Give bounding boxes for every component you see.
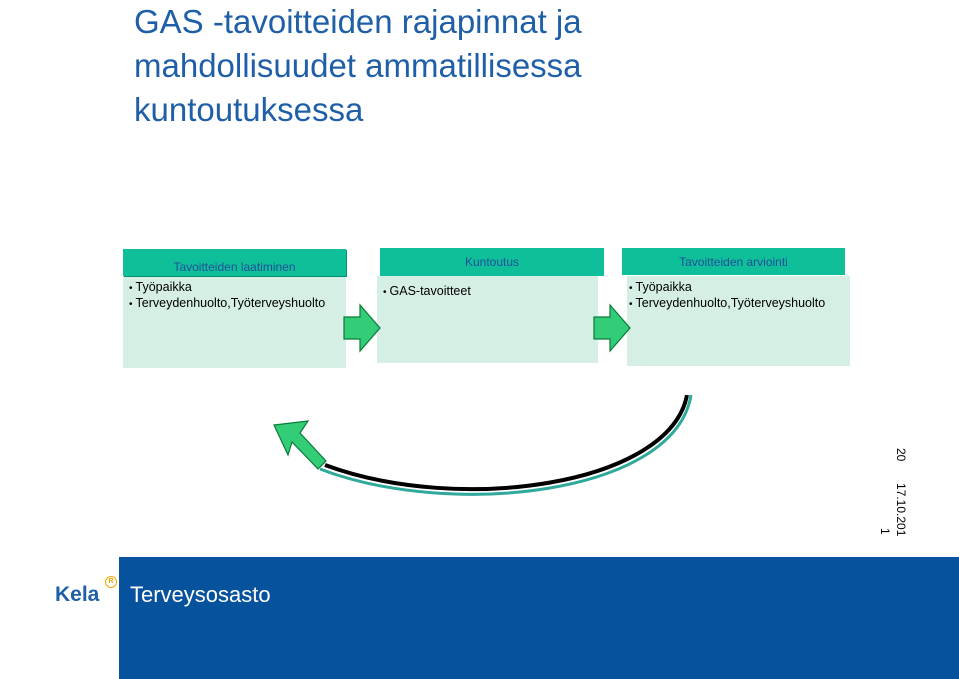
list-item: • GAS-tavoitteet [383,284,471,300]
box-rehabilitation-body [377,276,598,363]
right-arrow-icon [342,303,382,353]
footer-bar [119,557,959,679]
title-line-3: kuntoutuksessa [134,91,364,128]
footer-department: Terveysosasto [130,582,271,607]
box-evaluation-body [627,276,850,366]
title-line-2: mahdollisuudet ammatillisessa [134,47,582,84]
registered-mark-icon: R [105,576,117,588]
right-arrow-icon [592,303,632,353]
box-goal-setting-body [123,276,346,368]
box-rehabilitation-header: Kuntoutus [380,248,604,276]
list-item: • Terveydenhuolto,Työterveyshuolto [629,296,825,312]
logo-text: Kela [55,583,100,606]
list-item: • Työpaikka [629,280,825,296]
date-line-1: 17.10.201 [894,483,908,537]
box-evaluation-header: Tavoitteiden arviointi [622,248,845,275]
list-item: • Terveydenhuolto,Työterveyshuolto [129,296,325,312]
date-line-2: 1 [878,528,892,535]
title-line-1: GAS -tavoitteiden rajapinnat ja [134,3,582,40]
list-item: • Työpaikka [129,280,325,296]
box-goal-setting-header: Tavoitteiden laatiminen [123,249,346,276]
slide-date [876,448,916,548]
page-number: 20 [894,448,908,462]
curved-feedback-arrow-icon [270,395,710,515]
kela-logo [55,575,117,611]
slide-title [134,0,734,132]
